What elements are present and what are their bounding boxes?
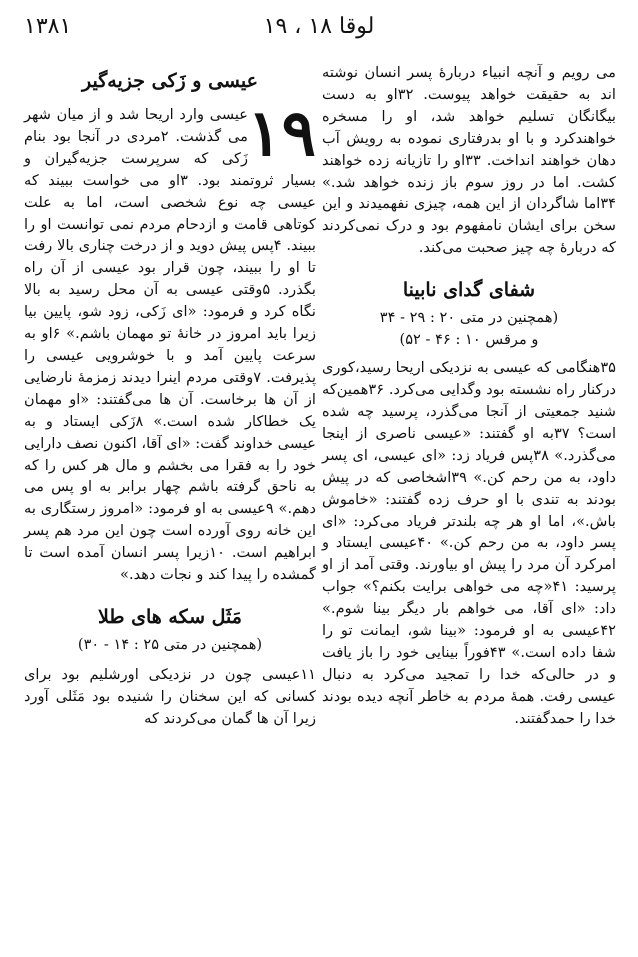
section-reference-line-2: و مرقس ۱۰ : ۴۶ - ۵۲) xyxy=(399,331,539,349)
gold-coins-paragraph: ۱۱عیسی چون در نزدیکی اورشلیم بود برای کسانی که این سخنان را شنیده بود مَثَلی آورد زیرا آن ها گمان می‌کردند که xyxy=(24,665,316,727)
zacchaeus-paragraph xyxy=(24,96,317,586)
zacchaeus-text: عیسی وارد اریحا شد و از میان شهر می گذشت. ۲مردی در آنجا بود بنام زَکی که سرپرست جزیه‌گیران و بسیار ثروتمند بود. ۳او می خواست ببیند که عیسی چه نوع شخصی است، اما به علت کوتاهی قامت و ازدحام مردم نمی توانست او را ببیند. ۴پس پیش دوید و از درخت چناری بالا رفت تا او را ببیند، چون قرار بود عیسی از آن راه بگذرد. ۵وقتی عیسی به آن محل رسید به بالا نگاه کرد و فرمود: «ای زَکی، زود شو، پایین بیا زیرا باید امروز در خانهٔ تو مهمان باشم.» ۶او به سرعت پایین آمد و با خوشرویی عیسی را پذیرفت. ۷وقتی مردم اینرا دیدند زمزمهٔ نارضایی از آن ها برخاست. آن ها می‌گفتند: «او مهمان یک خطاکار شده است.» ۸زَکی ایستاد و به عیسی خداوند گفت: «ای آقا، اکنون نصف دارایی خود را به فقرا می بخشم و مال هر کس را که به ناحق گرفته باشم چهار برابر به او پس می دهم.» ۹عیسی به او فرمود: «امروز رستگاری به این خانه روی آورده است چون این مرد هم پسر ابراهیم است. ۱۰زیرا پسر انسان آمده است تا گمشده را پیدا کند و نجات دهد.» xyxy=(24,106,317,584)
page-header xyxy=(24,14,614,48)
chapter-number: ۱۹ xyxy=(247,96,316,171)
section-reference-line-1: (همچنین در متی ۲۰ : ۲۹ - ۳۴ xyxy=(379,309,559,327)
intro-paragraph: می رویم و آنچه انبیاء دربارهٔ پسر انسان نوشته اند به حقیقت خواهد پیوست. ۳۲او به دست بیگانگان تسلیم خواهد شد، او را مسخره خواهندکرد و با او بدرفتاری نموده به رویش آب دهان خواهند انداخت. ۳۳او را تازیانه زده خواهند کشت. اما در روز سوم باز زنده خواهد شد.» ۳۴اما شاگردان از این همه، چیزی نفهمیدند و این سخن برای ایشان نامفهوم بود و درک نمی‌کردند که دربارهٔ چه چیز صحبت می‌کند. xyxy=(322,64,616,257)
running-title: لوقا ۱۸ ، ۱۹ xyxy=(263,14,375,39)
section-title-zacchaeus: عیسی و زَکی جزیه‌گیر xyxy=(82,70,258,92)
healing-blind-paragraph: ۳۵هنگامی که عیسی به نزدیکی اریحا رسید،کوری درکنار راه نشسته بود وگدایی می‌کرد. ۳۶همین‌که شنید جمعیتی از آنجا می‌گذرد، پرسید چه شده است؟ ۳۷به او گفتند: «عیسی ناصری از اینجا می‌گذرد.» ۳۸پس فریاد زد: «ای عیسی، ای پسر داود، به من رحم کن.» ۳۹اشخاصی که در پیش بودند به تندی با او حرف زده گفتند: «خاموش باش.»، اما او هر چه بلندتر فریاد می‌کرد: «ای پسر داود، به من رحم کن.» ۴۰عیسی ایستاد و امرکرد آن مرد را پیش او بیاورند. وقتی آمد از او پرسید: ۴۱«چه می خواهی برایت بکنم؟» جواب داد: «ای آقا، می خواهم بار دیگر بینا شوم.» ۴۲عیسی به او فرمود: «بینا شو، ایمانت تو را شفا داده است.» ۴۳فوراً بینایی خود را باز یافت و در حالی‌که خدا را تمجید می‌کرد به دنبال عیسی رفت. همهٔ مردم به خاطر آنچه دیده بودند خدا را حمدگفتند. xyxy=(322,359,617,727)
section-reference: (همچنین در متی ۲۵ : ۱۴ - ۳۰) xyxy=(77,635,263,653)
right-column xyxy=(322,62,616,730)
left-column xyxy=(24,62,316,730)
section-title-gold-coins: مَثَل سکه های طلا xyxy=(98,605,242,628)
section-title-healing-blind: شفای گدای نابینا xyxy=(402,279,536,302)
page-number: ۱۳۸۱ xyxy=(24,14,72,39)
